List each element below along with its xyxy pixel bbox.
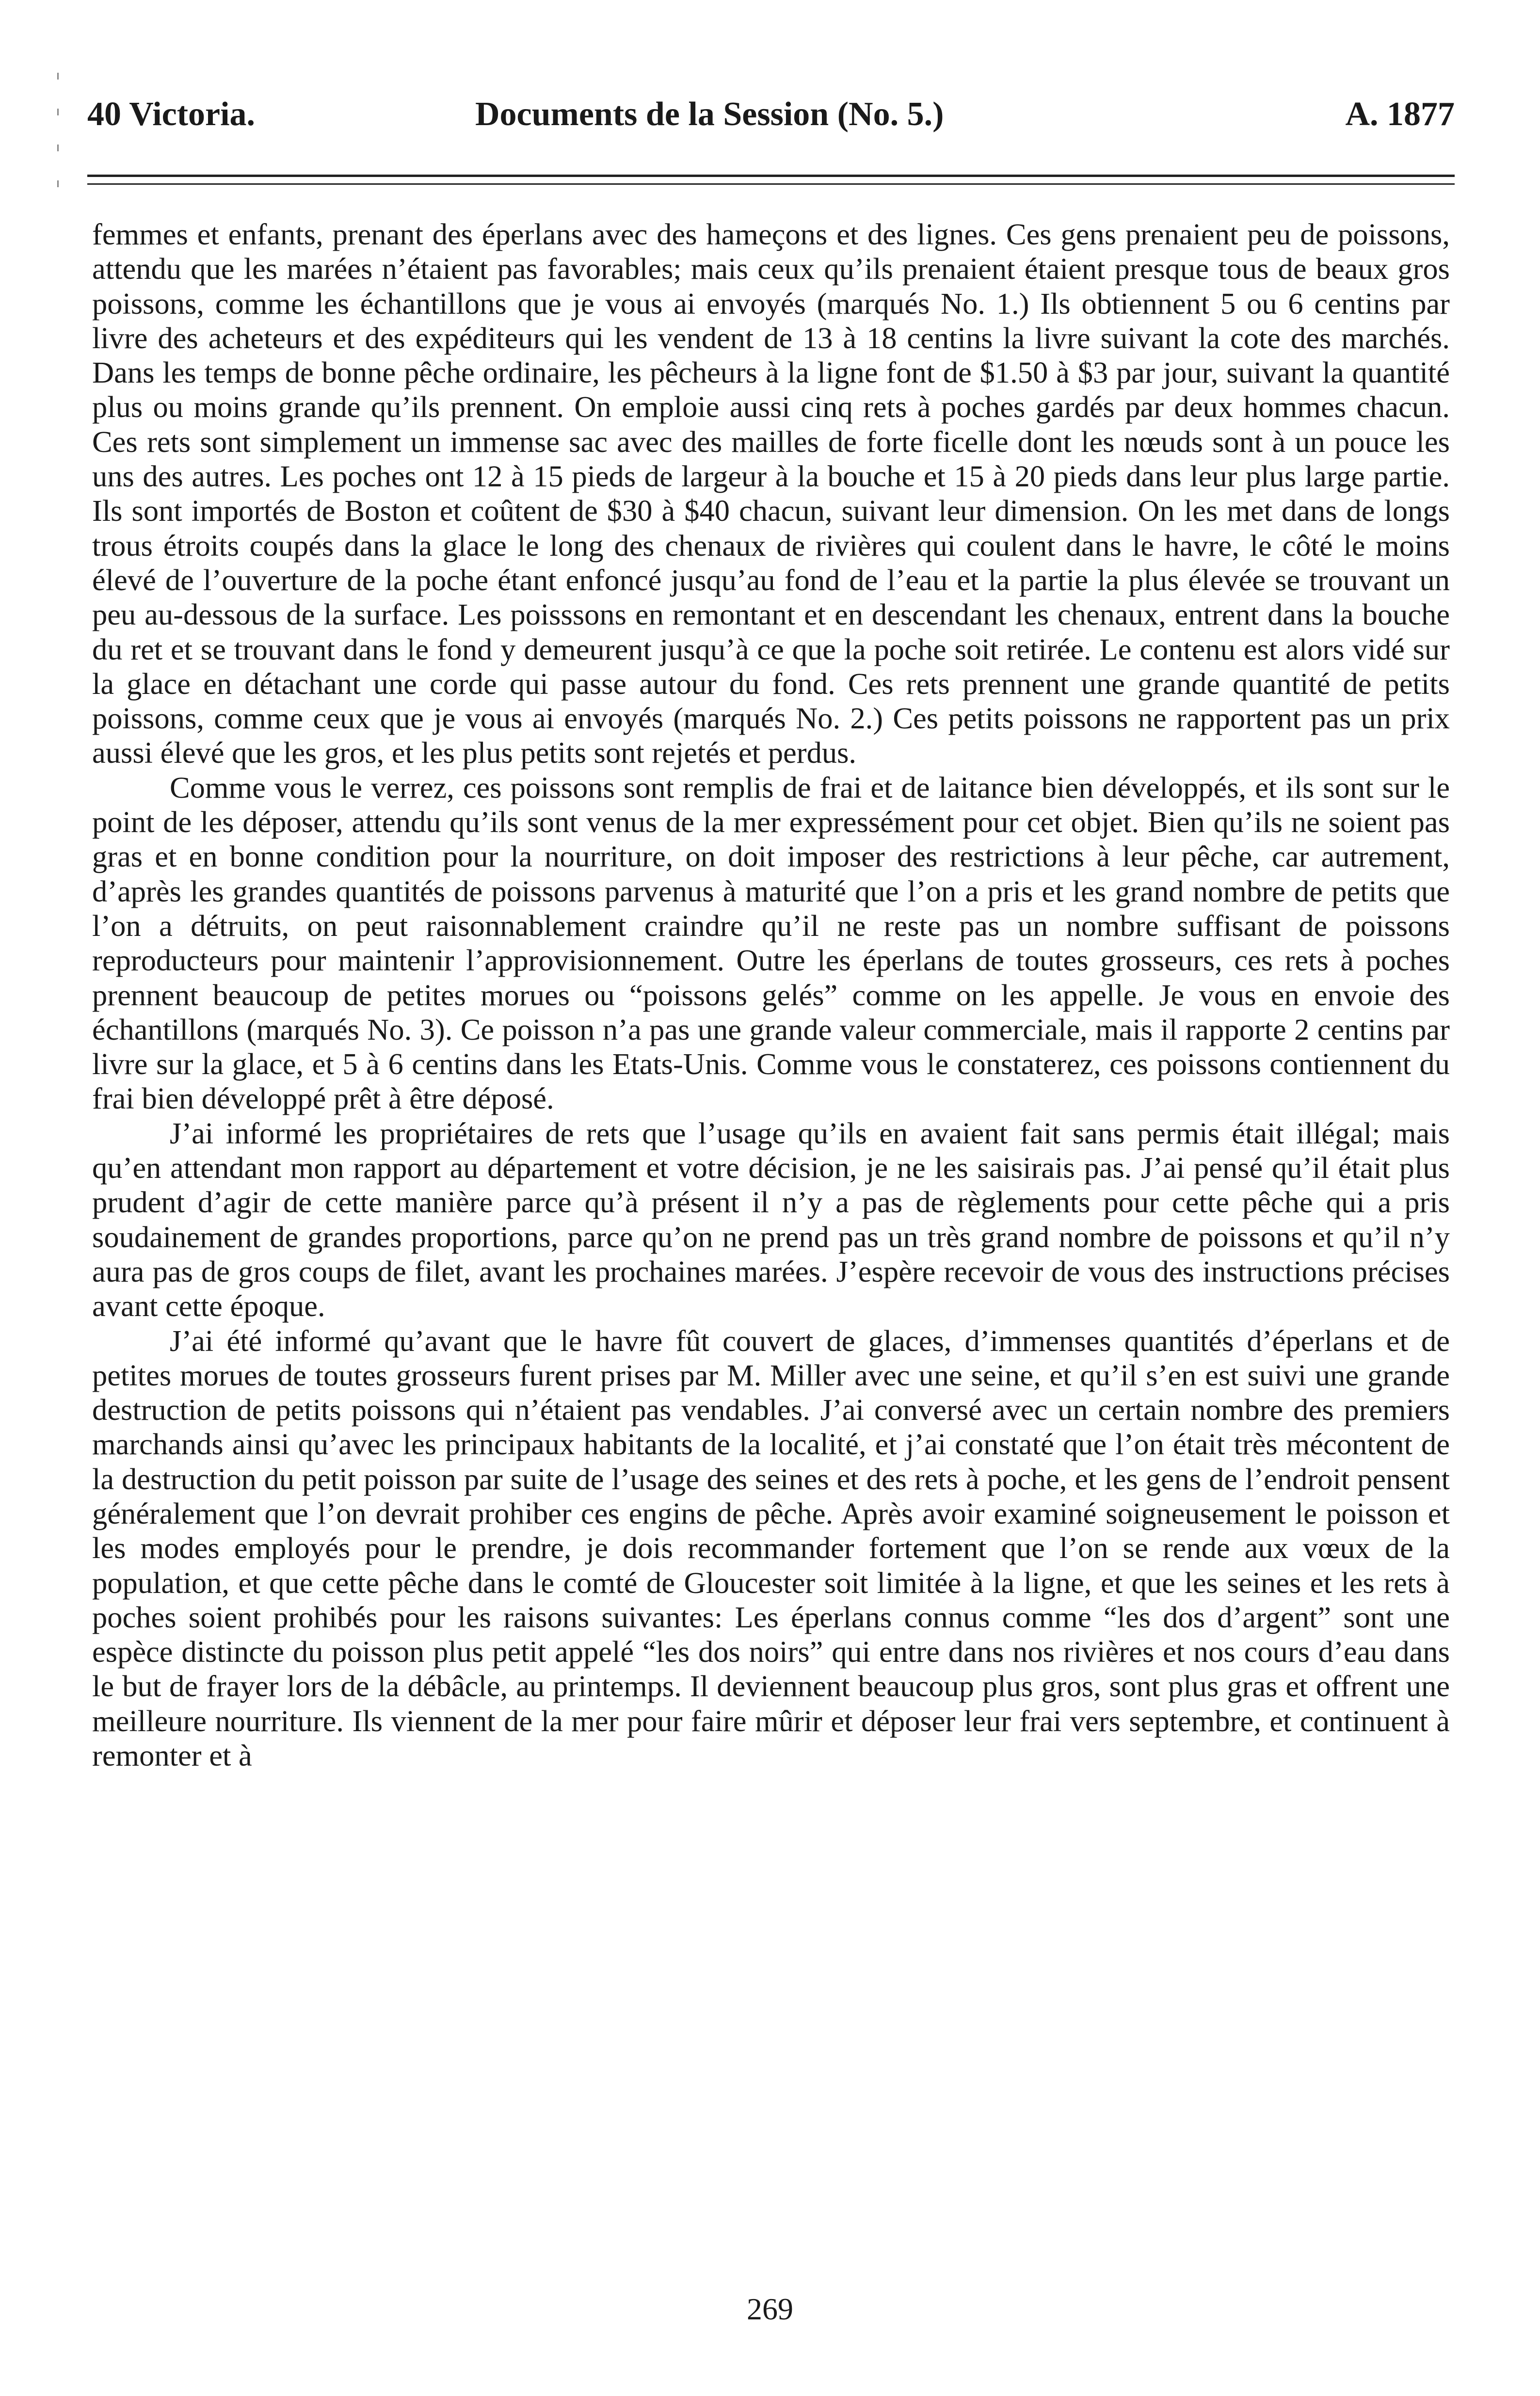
paragraph-2: Comme vous le verrez, ces poissons sont remplis de frai et de laitance bien développés, et ils sont sur le point de les déposer, attendu qu’ils sont venus de la mer expressément pour cet objet. Bien qu’ils ne soient pas gras et en bonne condition pour la nourriture, on doit imposer des restrictions à leur pêche, car autrement, d’après les grandes quantités de poissons parvenus à maturité que l’on a pris et les grand nombre de petits que l’on a détruits, on peut raisonnablement craindre qu’il ne reste pas un nombre suffisant de poissons reproducteurs pour maintenir l’approvisionnement. Outre les éperlans de toutes grosseurs, ces rets à poches prennent beaucoup de petites morues ou “poissons gelés” comme on les appelle. Je vous en envoie des échantillons (marqués No. 3). Ce poisson n’a pas une grande valeur commerciale, mais il rapporte 2 centins par livre sur la glace, et 5 à 6 centins dans les Etats-Unis. Comme vous le constaterez, ces poissons contiennent du frai bien développé prêt à être déposé. — [92, 770, 1450, 1116]
header-rule-thick — [87, 175, 1455, 177]
header-rule-thin — [87, 183, 1455, 185]
running-header — [87, 95, 1455, 148]
margin-mark — [57, 73, 59, 80]
paragraph-4: J’ai été informé qu’avant que le havre fût couvert de glaces, d’immenses quantités d’éperlans et de petites morues de toutes grosseurs furent prises par M. Miller avec une seine, et qu’il s’en est suivi une grande destruction de petits poissons qui n’étaient pas vendables. J’ai conversé avec un certain nombre des premiers marchands ainsi qu’avec les principaux habitants de la localité, et j’ai constaté que l’on était très mécontent de la destruction du petit poisson par suite de l’usage des seines et des rets à poche, et les gens de l’endroit pensent généralement que l’on devrait prohiber ces engins de pêche. Après avoir examiné soigneusement le poisson et les modes employés pour le prendre, je dois recommander fortement que l’on se rende aux vœux de la population, et que cette pêche dans le comté de Gloucester soit limitée à la ligne, et que les seines et les rets à poches soient prohibés pour les raisons suivantes: Les éperlans connus comme “les dos d’argent” sont une espèce distincte du poisson plus petit appelé “les dos noirs” qui entre dans nos rivières et nos cours d’eau dans le but de frayer lors de la débâcle, au printemps. Il deviennent beaucoup plus gros, sont plus gras et offrent une meilleure nourriture. Ils viennent de la mer pour faire mûrir et déposer leur frai vers septembre, et continuent à remonter et à — [92, 1323, 1450, 1773]
margin-marks — [57, 73, 61, 315]
paragraph-1: femmes et enfants, prenant des éperlans avec des hameçons et des lignes. Ces gens prenaient peu de poissons, attendu que les marées n’étaient pas favorables; mais ceux qu’ils prenaient étaient presque tous de beaux gros poissons, comme les échantillons que je vous ai envoyés (marqués No. 1.) Ils obtiennent 5 ou 6 centins par livre des acheteurs et des expéditeurs qui les vendent de 13 à 18 centins la livre suivant la cote des marchés. Dans les temps de bonne pêche ordinaire, les pêcheurs à la ligne font de $1.50 à $3 par jour, suivant la quantité plus ou moins grande qu’ils prennent. On emploie aussi cinq rets à poches gardés par deux hommes chacun. Ces rets sont simplement un immense sac avec des mailles de forte ficelle dont les nœuds sont à un pouce les uns des autres. Les poches ont 12 à 15 pieds de largeur à la bouche et 15 à 20 pieds dans leur plus large partie. Ils sont importés de Boston et coûtent de $30 à $40 chacun, suivant leur dimension. On les met dans de longs trous étroits coupés dans la glace le long des chenaux de rivières qui coulent dans le havre, le côté le moins élevé de l’ouverture de la poche étant enfoncé jusqu’au fond de l’eau et la partie la plus élevée se trouvant un peu au-dessous de la surface. Les poisssons en remontant et en descendant les chenaux, entrent dans la bouche du ret et se trouvant dans le fond y demeurent jusqu’à ce que la poche soit retirée. Le contenu est alors vidé sur la glace en détachant une corde qui passe autour du fond. Ces rets prennent une grande quantité de petits poissons, comme ceux que je vous ai envoyés (marqués No. 2.) Ces petits poissons ne rapportent pas un prix aussi élevé que les gros, et les plus petits sont rejetés et perdus. — [92, 217, 1450, 770]
header-volume: 40 Victoria. — [87, 96, 256, 133]
margin-mark — [57, 145, 59, 151]
header-title: Documents de la Session (No. 5.) — [475, 96, 944, 133]
margin-mark — [57, 180, 59, 187]
body-text — [92, 217, 1450, 1773]
paragraph-3: J’ai informé les propriétaires de rets que l’usage qu’ils en avaient fait sans permis était illégal; mais qu’en attendant mon rapport au département et votre décision, je ne les saisirais pas. J’ai pensé qu’il était plus prudent d’agir de cette manière parce qu’à présent il n’y a pas de règlements pour cette pêche qui a pris soudainement de grandes proportions, parce qu’on ne prend pas un très grand nombre de poissons et qu’il n’y aura pas de gros coups de filet, avant les prochaines marées. J’espère recevoir de vous des instructions précises avant cette époque. — [92, 1116, 1450, 1323]
header-year: A. 1877 — [1345, 96, 1455, 133]
page-number: 269 — [747, 2292, 793, 2326]
margin-mark — [57, 109, 59, 115]
